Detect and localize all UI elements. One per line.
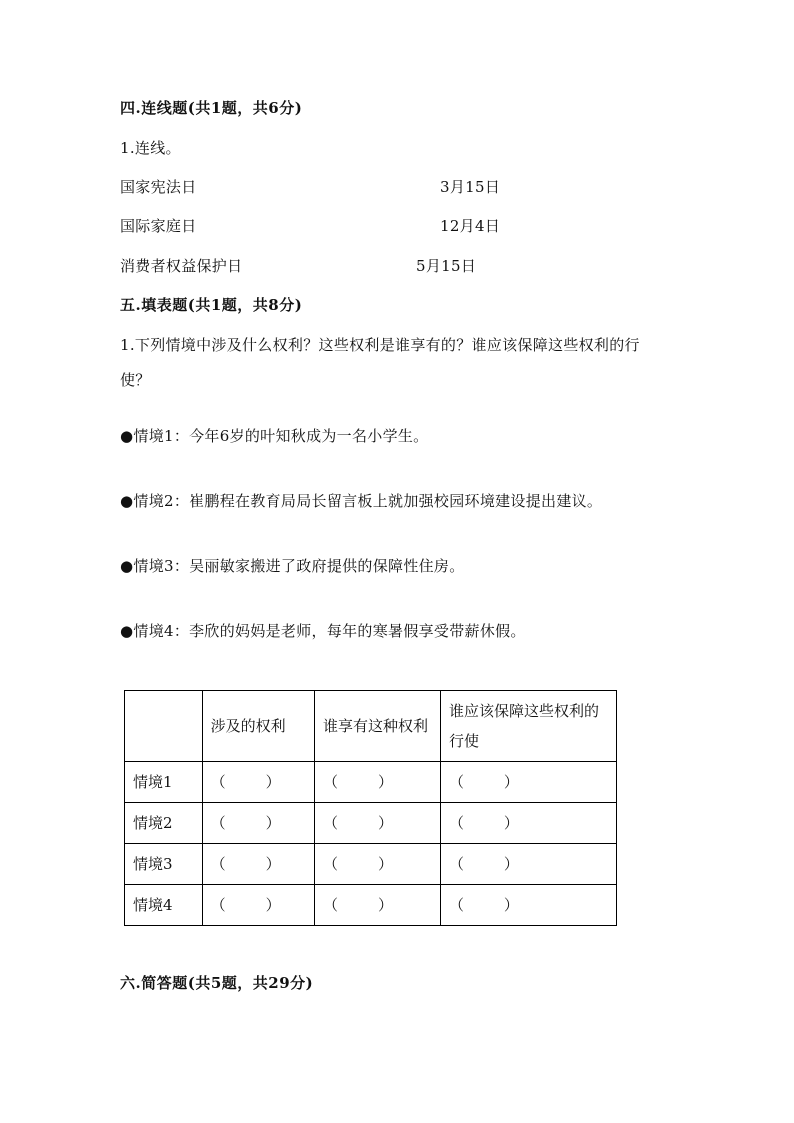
- answer-blank[interactable]: （ ）: [202, 762, 314, 803]
- table-header-cell: 谁享有这种权利: [315, 691, 441, 762]
- match-pair-2: [120, 215, 720, 239]
- fill-in-table: [124, 690, 617, 926]
- table-header-cell: 谁应该保障这些权利的行使: [440, 691, 616, 762]
- answer-blank[interactable]: （ ）: [202, 803, 314, 844]
- match-right-item: 12月4日: [440, 217, 501, 235]
- section5-question-line2: 使？: [120, 371, 151, 389]
- answer-blank[interactable]: （ ）: [440, 762, 616, 803]
- match-left-item: 国际家庭日: [120, 217, 197, 235]
- table-header-cell: [125, 691, 203, 762]
- match-left-item: 国家宪法日: [120, 178, 197, 196]
- section5-title: 五.填表题(共1题，共8分): [120, 296, 303, 314]
- answer-blank[interactable]: （ ）: [440, 885, 616, 926]
- scenario-2: ●情境2：崔鹏程在教育局局长留言板上就加强校园环境建设提出建议。: [120, 492, 603, 510]
- table-row: [125, 844, 617, 885]
- row-label: 情境1: [125, 762, 203, 803]
- scenario-4: ●情境4：李欣的妈妈是老师，每年的寒暑假享受带薪休假。: [120, 622, 526, 640]
- table-header-cell: 涉及的权利: [202, 691, 314, 762]
- section6-title: 六.简答题(共5题，共29分): [120, 974, 314, 992]
- section4-title: 四.连线题(共1题，共6分): [120, 99, 303, 117]
- answer-blank[interactable]: （ ）: [315, 844, 441, 885]
- scenario-3: ●情境3：吴丽敏家搬进了政府提供的保障性住房。: [120, 557, 465, 575]
- table-header-row: [125, 691, 617, 762]
- table-row: [125, 803, 617, 844]
- answer-blank[interactable]: （ ）: [315, 885, 441, 926]
- answer-blank[interactable]: （ ）: [315, 803, 441, 844]
- section5-question-line1: 1.下列情境中涉及什么权利？这些权利是谁享有的？谁应该保障这些权利的行: [120, 336, 640, 354]
- section4-question: 1.连线。: [120, 139, 181, 157]
- match-left-item: 消费者权益保护日: [120, 257, 243, 275]
- match-right-item: 3月15日: [440, 178, 501, 196]
- table-row: [125, 762, 617, 803]
- match-pair-1: [120, 176, 720, 200]
- row-label: 情境3: [125, 844, 203, 885]
- table-row: [125, 885, 617, 926]
- answer-blank[interactable]: （ ）: [202, 885, 314, 926]
- match-pair-3: [120, 255, 720, 279]
- scenario-1: ●情境1：今年6岁的叶知秋成为一名小学生。: [120, 427, 429, 445]
- answer-blank[interactable]: （ ）: [440, 803, 616, 844]
- row-label: 情境4: [125, 885, 203, 926]
- row-label: 情境2: [125, 803, 203, 844]
- answer-blank[interactable]: （ ）: [202, 844, 314, 885]
- answer-blank[interactable]: （ ）: [315, 762, 441, 803]
- answer-blank[interactable]: （ ）: [440, 844, 616, 885]
- match-right-item: 5月15日: [416, 257, 477, 275]
